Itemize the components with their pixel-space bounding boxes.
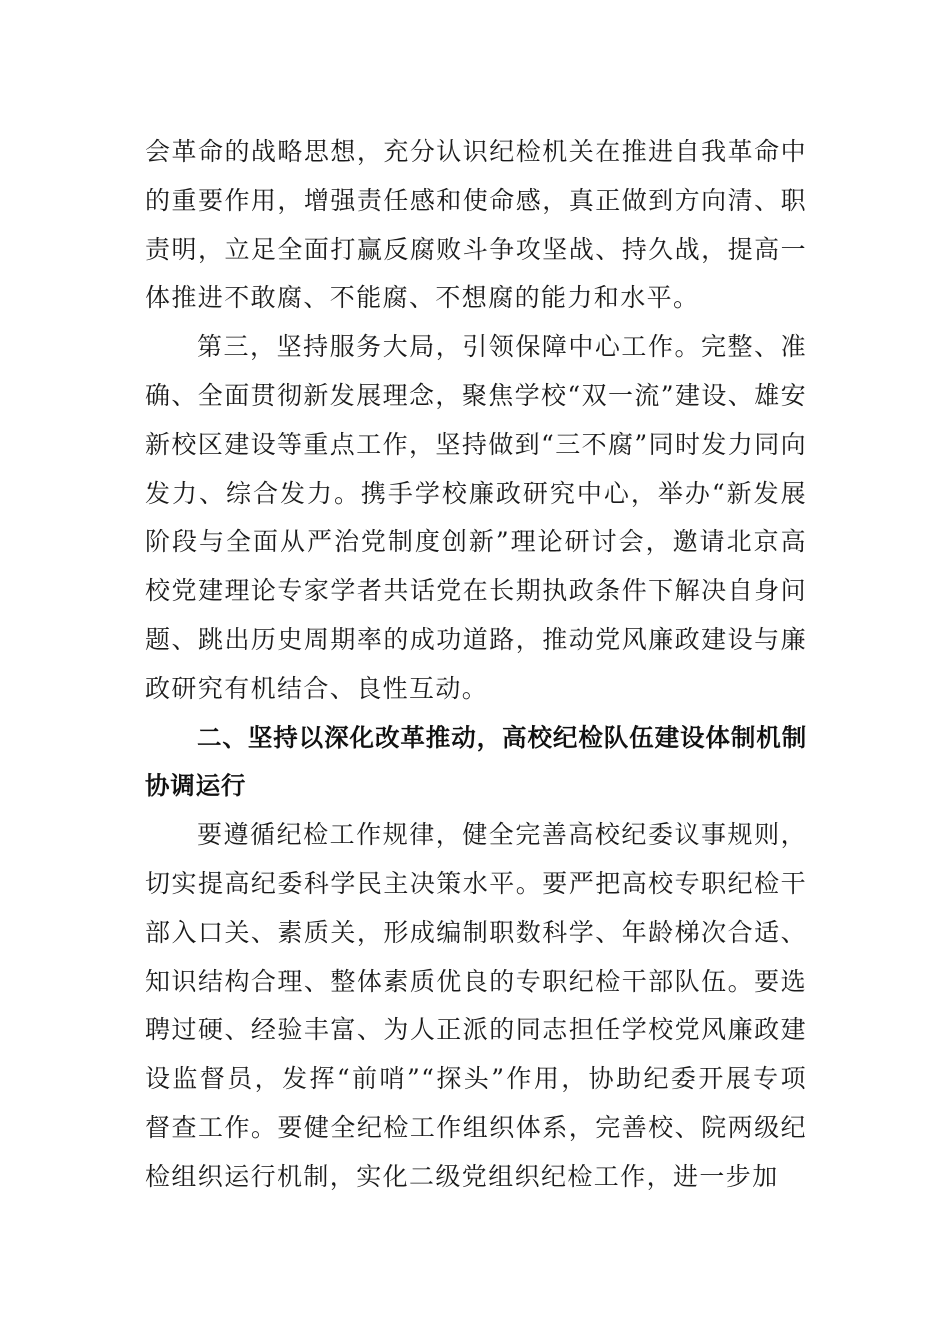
paragraph-third-point: 第三，坚持服务大局，引领保障中心工作。完整、准确、全面贯彻新发展理念，聚焦学校“双一流”建设、雄安新校区建设等重点工作，坚持做到“三不腐”同时发力同向发力、综合发力。携手学校廉政研究中心，举办“新发展阶段与全面从严治党制度创新”理论研讨会，邀请北京高校党建理论专家学者共话党在长期执政条件下解决自身问题、跳出历史周期率的成功道路，推动党风廉政建设与廉政研究有机结合、良性互动。 — [145, 332, 807, 703]
paragraph-continuation: 会革命的战略思想，充分认识纪检机关在推进自我革命中的重要作用，增强责任感和使命感，真正做到方向清、职责明，立足全面打赢反腐败斗争攻坚战、持久战，提高一体推进不敢腐、不能腐、不想腐的能力和水平。 — [145, 137, 807, 313]
document-body — [145, 128, 807, 1202]
paragraph-reform-body: 要遵循纪检工作规律，健全完善高校纪委议事规则，切实提高纪委科学民主决策水平。要严把高校专职纪检干部入口关、素质关，形成编制职数科学、年龄梯次合适、知识结构合理、整体素质优良的专职纪检干部队伍。要选聘过硬、经验丰富、为人正派的同志担任学校党风廉政建设监督员，发挥“前哨”“探头”作用，协助纪委开展专项督查工作。要健全纪检工作组织体系，完善校、院两级纪检组织运行机制，实化二级党组织纪检工作，进一步加 — [145, 820, 807, 1191]
section-heading-two: 二、坚持以深化改革推动，高校纪检队伍建设体制机制协调运行 — [145, 722, 807, 801]
